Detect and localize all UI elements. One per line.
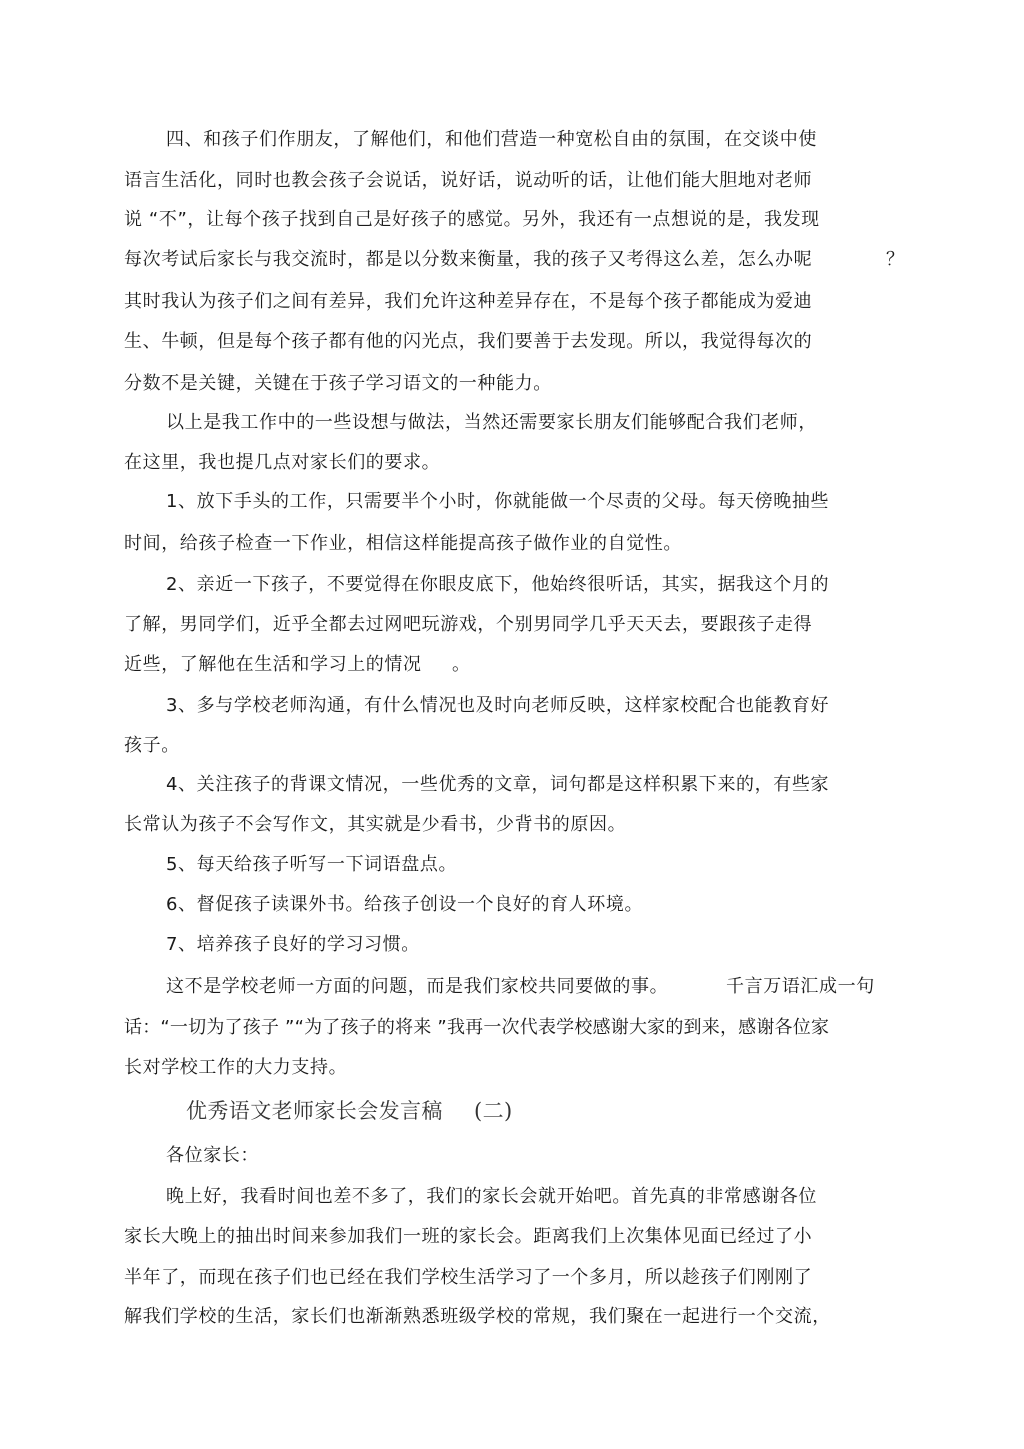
paragraph-line: 话：“一切为了孩子 ”“为了孩子的将来 ”我再一次代表学校感谢大家的到来，感谢各位家 [124, 1017, 830, 1038]
paragraph-line: 孩子。 [124, 735, 180, 756]
salutation: 各位家长： [166, 1145, 259, 1166]
paragraph-line: 家长大晚上的抽出时间来参加我们一班的家长会。距离我们上次集体见面已经过了小 [124, 1226, 813, 1247]
section-number: (二) [474, 1099, 513, 1123]
paragraph-line: 晚上好，我看时间也差不多了，我们的家长会就开始吧。首先真的非常感谢各位 [166, 1186, 817, 1207]
paragraph-line: 在这里，我也提几点对家长们的要求。 [124, 452, 441, 473]
paragraph-line: 生、牛顿，但是每个孩子都有他的闪光点，我们要善于去发现。所以，我觉得每次的 [124, 331, 813, 352]
paragraph-line: 其时我认为孩子们之间有差异，我们允许这种差异存在，不是每个孩子都能成为爱迪 [124, 291, 813, 312]
section-title: 优秀语文老师家长会发言稿 [186, 1099, 443, 1123]
paragraph-line: 半年了，而现在孩子们也已经在我们学校生活学习了一个多月，所以趁孩子们刚刚了 [124, 1267, 813, 1288]
paragraph-line: 3、多与学校老师沟通，有什么情况也及时向老师反映，这样家校配合也能教育好 [166, 695, 830, 716]
period-mark: 。 [452, 654, 471, 675]
paragraph-line: 4、关注孩子的背课文情况，一些优秀的文章，词句都是这样积累下来的，有些家 [166, 774, 830, 795]
paragraph-line: 长常认为孩子不会写作文，其实就是少看书，少背书的原因。 [124, 814, 627, 835]
paragraph-line: 7、培养孩子良好的学习习惯。 [166, 934, 420, 955]
paragraph-line: 了解，男同学们，近乎全都去过网吧玩游戏，个别男同学几乎天天去，要跟孩子走得 [124, 614, 813, 635]
paragraph-line: 千言万语汇成一句 [726, 976, 875, 997]
paragraph-line: 解我们学校的生活，家长们也渐渐熟悉班级学校的常规，我们聚在一起进行一个交流， [124, 1306, 831, 1327]
paragraph-line: 说 “不”，让每个孩子找到自己是好孩子的感觉。另外，我还有一点想说的是，我发现 [124, 209, 820, 230]
paragraph-line: 以上是我工作中的一些设想与做法，当然还需要家长朋友们能够配合我们老师， [166, 412, 817, 433]
paragraph-line: 长对学校工作的大力支持。 [124, 1057, 348, 1078]
paragraph-line: 近些，了解他在生活和学习上的情况 [124, 654, 422, 675]
paragraph-line: 2、亲近一下孩子，不要觉得在你眼皮底下，他始终很听话，其实，据我这个月的 [166, 574, 830, 595]
question-mark: ？ [886, 249, 905, 270]
paragraph-line: 四、和孩子们作朋友，了解他们，和他们营造一种宽松自由的氛围，在交谈中使 [166, 129, 817, 150]
paragraph-line: 语言生活化，同时也教会孩子会说话，说好话，说动听的话，让他们能大胆地对老师 [124, 170, 813, 191]
paragraph-line: 这不是学校老师一方面的问题，而是我们家校共同要做的事。 [166, 976, 669, 997]
paragraph-line: 1、放下手头的工作，只需要半个小时，你就能做一个尽责的父母。每天傍晚抽些 [166, 491, 830, 512]
paragraph-line: 6、督促孩子读课外书。给孩子创设一个良好的育人环境。 [166, 894, 644, 915]
paragraph-line: 分数不是关键，关键在于孩子学习语文的一种能力。 [124, 373, 552, 394]
paragraph-line: 时间，给孩子检查一下作业，相信这样能提高孩子做作业的自觉性。 [124, 533, 682, 554]
paragraph-line: 5、每天给孩子听写一下词语盘点。 [166, 854, 458, 875]
paragraph-line: 每次考试后家长与我交流时，都是以分数来衡量，我的孩子又考得这么差，怎么办呢 [124, 249, 813, 270]
